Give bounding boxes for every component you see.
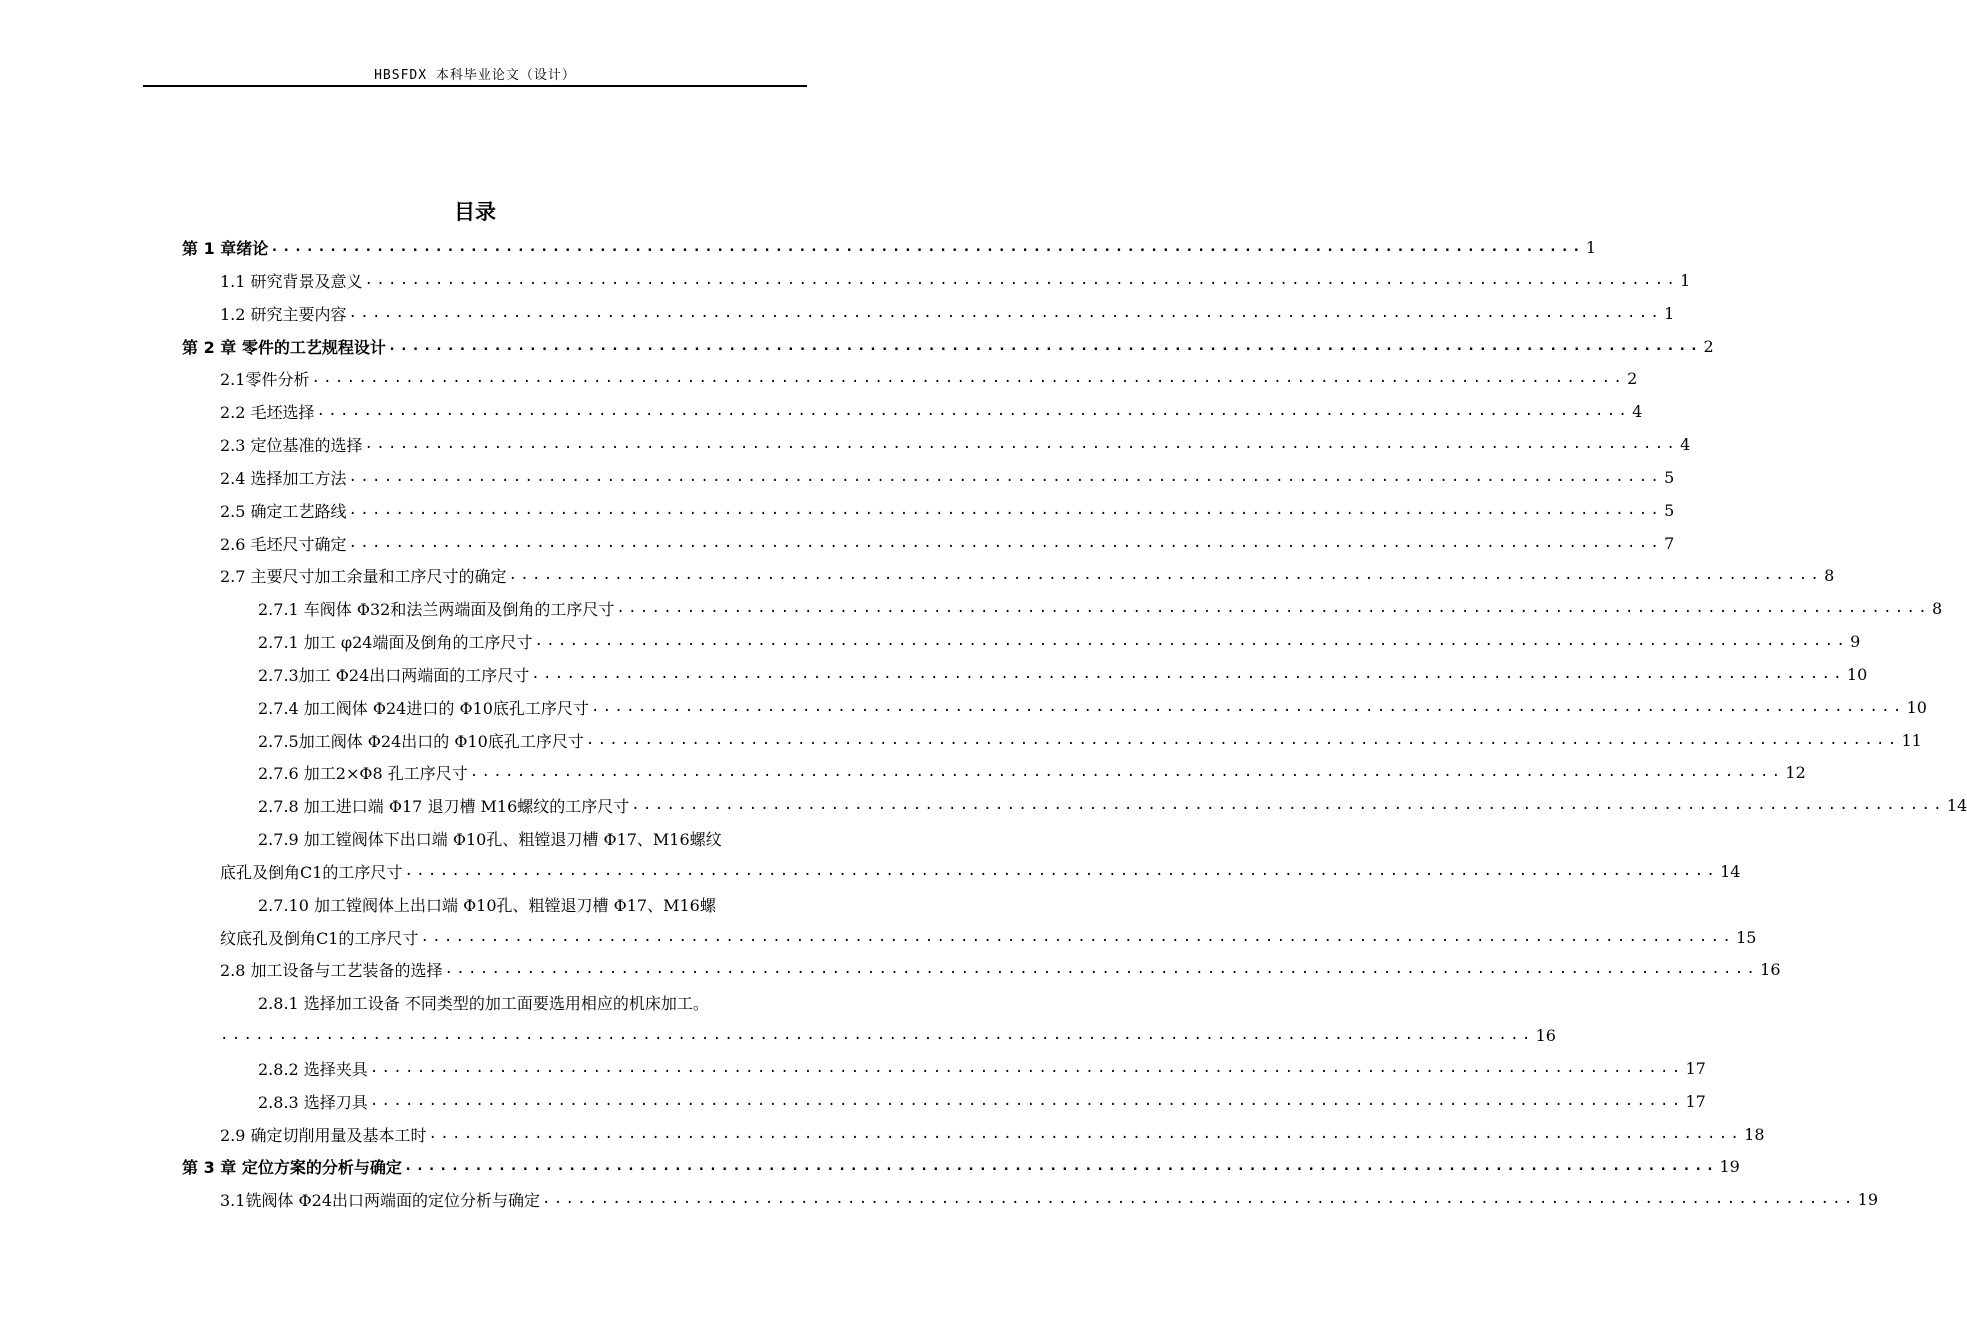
page-header: HBSFDX 本科毕业论文（设计）	[374, 68, 576, 83]
toc-entry-2-7-10-line1[interactable]: 2.7.10 加工镗阀体上出口端 Φ10孔、粗镗退刀槽 Φ17、M16螺	[258, 895, 716, 915]
toc-entry-text: 底孔及倒角C1的工序尺寸	[220, 862, 403, 882]
toc-entry-2-4[interactable]	[220, 464, 1675, 490]
toc-entry-2-7-1b[interactable]	[258, 628, 1861, 654]
toc-entry-2-7-9[interactable]	[220, 858, 1741, 884]
toc-entry-text: 2.7.5加工阀体 Φ24出口的 Φ10底孔工序尺寸	[258, 731, 584, 751]
toc-entry-2-3[interactable]	[220, 431, 1691, 457]
toc-entry-page: 19	[1857, 1189, 1878, 1209]
toc-entry-page: 17	[1685, 1091, 1706, 1111]
toc-entry-page: 1	[1664, 303, 1675, 323]
toc-entry-page: 7	[1664, 533, 1675, 553]
toc-entry-text: 2.8.2 选择夹具	[258, 1059, 368, 1079]
toc-entry-page: 10	[1846, 664, 1868, 684]
toc-entry-2-8-2[interactable]	[258, 1055, 1706, 1081]
toc-entry-page: 14	[1946, 795, 1967, 815]
toc-leader-dots: ................................................................................................................	[420, 929, 1735, 945]
toc-entry-2-7[interactable]	[220, 562, 1835, 588]
toc-entry-text: 2.8 加工设备与工艺装备的选择	[220, 960, 443, 980]
toc-entry-2-5[interactable]	[220, 497, 1675, 523]
toc-leader-dots: ................................................................................................................	[348, 305, 1663, 321]
toc-leader-dots: ................................................................................................................	[534, 633, 1849, 649]
toc-entry-text: 2.7 主要尺寸加工余量和工序尺寸的确定	[220, 566, 507, 586]
toc-entry-text: 2.5 确定工艺路线	[220, 501, 347, 521]
toc-entry-page: 16	[1535, 1025, 1556, 1045]
toc-entry-page: 5	[1664, 500, 1675, 520]
toc-entry-chapter-2[interactable]	[182, 333, 1714, 359]
toc-leader-dots: ................................................................................................................	[270, 239, 1584, 255]
toc-leader-dots: ................................................................................................................	[387, 338, 1702, 354]
toc-entry-text: 2.7.1 加工 φ24端面及倒角的工序尺寸	[258, 632, 533, 652]
toc-entry-2-7-9-line1[interactable]: 2.7.9 加工镗阀体下出口端 Φ10孔、粗镗退刀槽 Φ17、M16螺纹	[258, 829, 722, 849]
toc-entry-chapter-3[interactable]	[182, 1153, 1740, 1179]
toc-entry-chapter-1[interactable]	[182, 234, 1597, 260]
toc-leader-dots: ................................................................................................................	[364, 272, 1679, 288]
header-rule	[143, 85, 807, 87]
toc-entry-2-8-1[interactable]	[220, 1022, 1556, 1048]
toc-entry-text: 2.1零件分析	[220, 369, 310, 389]
toc-entry-page: 12	[1785, 762, 1806, 782]
toc-entry-2-1[interactable]	[220, 365, 1638, 391]
toc-entry-text: 2.3 定位基准的选择	[220, 435, 363, 455]
toc-leader-dots: ................................................................................................................	[348, 502, 1663, 518]
toc-entry-page: 5	[1664, 467, 1675, 487]
toc-leader-dots: ................................................................................................................	[585, 732, 1900, 748]
toc-leader-dots: ................................................................................................................	[364, 436, 1679, 452]
toc-entry-page: 17	[1685, 1058, 1706, 1078]
toc-entry-2-7-1a[interactable]	[258, 595, 1943, 621]
toc-entry-text: 2.7.8 加工进口端 Φ17 退刀槽 M16螺纹的工序尺寸	[258, 796, 630, 816]
toc-leader-dots: ................................................................................................................	[444, 961, 1759, 977]
toc-entry-page: 2	[1703, 336, 1714, 356]
toc-leader-dots: ................................................................................................................	[403, 1158, 1718, 1174]
toc-entry-page: 15	[1736, 927, 1757, 947]
toc-leader-dots: ................................................................................................................	[348, 535, 1663, 551]
toc-title: 目录	[454, 200, 496, 224]
toc-leader-dots: ................................................................................................................	[631, 797, 1945, 813]
toc-entry-text: 3.1铣阀体 Φ24出口两端面的定位分析与确定	[220, 1190, 541, 1210]
toc-entry-text: 1.2 研究主要内容	[220, 304, 347, 324]
toc-entry-text: 纹底孔及倒角C1的工序尺寸	[220, 928, 419, 948]
toc-entry-2-7-4[interactable]	[258, 694, 1927, 720]
toc-entry-page: 8	[1824, 565, 1835, 585]
toc-entry-text: 第 3 章 定位方案的分析与确定	[182, 1157, 402, 1177]
toc-entry-page: 1	[1680, 270, 1691, 290]
toc-leader-dots: ................................................................................................................	[311, 370, 1626, 386]
toc-leader-dots: ................................................................................................................	[348, 469, 1663, 485]
toc-entry-page: 10	[1906, 697, 1927, 717]
toc-entry-2-7-8[interactable]	[258, 792, 1967, 818]
toc-leader-dots: ................................................................................................................	[469, 764, 1784, 780]
toc-leader-dots: ................................................................................................................	[590, 699, 1905, 715]
toc-leader-dots: ................................................................................................................	[428, 1126, 1743, 1142]
toc-entry-text: 1.1 研究背景及意义	[220, 271, 363, 291]
toc-entry-page: 4	[1680, 434, 1691, 454]
toc-entry-2-6[interactable]	[220, 530, 1675, 556]
toc-entry-text: 第 2 章 零件的工艺规程设计	[182, 337, 386, 357]
toc-entry-text: 2.7.6 加工2×Φ8 孔工序尺寸	[258, 763, 468, 783]
toc-entry-page: 8	[1932, 598, 1943, 618]
toc-entry-text: 第 1 章绪论	[182, 238, 269, 258]
toc-leader-dots: ................................................................................................................	[531, 666, 1845, 682]
toc-leader-dots: ................................................................................................................	[508, 567, 1823, 583]
toc-entry-2-7-5[interactable]	[258, 727, 1922, 753]
toc-entry-text: 2.6 毛坯尺寸确定	[220, 534, 347, 554]
toc-leader-dots: ................................................................................................................	[404, 863, 1719, 879]
toc-entry-text: 2.7.1 车阀体 Φ32和法兰两端面及倒角的工序尺寸	[258, 599, 615, 619]
toc-entry-2-7-3[interactable]	[258, 661, 1868, 687]
toc-leader-dots: ................................................................................................................	[220, 1027, 1534, 1043]
toc-entry-2-9[interactable]	[220, 1121, 1765, 1147]
toc-entry-page: 16	[1760, 959, 1781, 979]
toc-entry-page: 4	[1632, 401, 1643, 421]
toc-entry-page: 18	[1744, 1124, 1765, 1144]
toc-entry-page: 19	[1719, 1156, 1740, 1176]
toc-entry-text: 2.7.4 加工阀体 Φ24进口的 Φ10底孔工序尺寸	[258, 698, 589, 718]
toc-leader-dots: ................................................................................................................	[369, 1060, 1684, 1076]
toc-leader-dots: ................................................................................................................	[316, 403, 1631, 419]
toc-entry-2-8[interactable]	[220, 956, 1781, 982]
toc-entry-text: 2.7.3加工 Φ24出口两端面的工序尺寸	[258, 665, 530, 685]
toc-entry-2-8-3[interactable]	[258, 1088, 1706, 1114]
toc-entry-page: 14	[1720, 861, 1741, 881]
toc-entry-text: 2.9 确定切削用量及基本工时	[220, 1125, 427, 1145]
toc-entry-page: 11	[1901, 730, 1922, 750]
toc-entry-1-2[interactable]	[220, 300, 1675, 326]
toc-entry-page: 2	[1627, 368, 1638, 388]
toc-entry-page: 1	[1585, 237, 1597, 257]
toc-entry-2-7-6[interactable]	[258, 759, 1806, 785]
toc-leader-dots: ................................................................................................................	[542, 1191, 1856, 1207]
toc-entry-text: 2.4 选择加工方法	[220, 468, 347, 488]
toc-entry-2-7-10[interactable]	[220, 924, 1757, 950]
toc-leader-dots: ................................................................................................................	[369, 1093, 1684, 1109]
toc-leader-dots: ................................................................................................................	[616, 600, 1930, 616]
toc-entry-page: 9	[1850, 631, 1861, 651]
toc-entry-2-2[interactable]	[220, 398, 1643, 424]
toc-entry-3-1[interactable]	[220, 1186, 1878, 1212]
toc-entry-2-8-1-line1[interactable]: 2.8.1 选择加工设备 不同类型的加工面要选用相应的机床加工。	[258, 993, 709, 1013]
toc-entry-text: 2.2 毛坯选择	[220, 402, 315, 422]
toc-entry-text: 2.8.3 选择刀具	[258, 1092, 368, 1112]
toc-entry-1-1[interactable]	[220, 267, 1691, 293]
